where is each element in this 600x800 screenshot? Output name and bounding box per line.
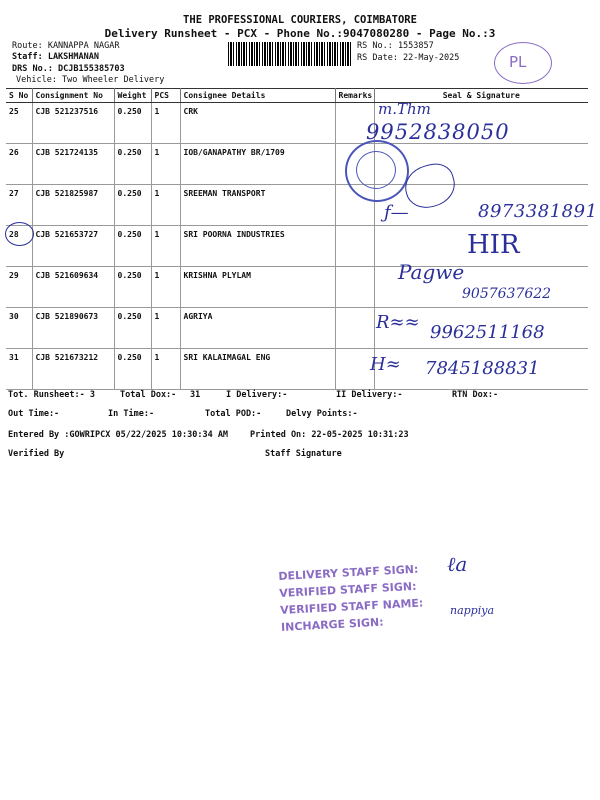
rtn-dox: RTN Dox:- <box>452 390 499 400</box>
cell-pcs: 1 <box>151 267 180 308</box>
cell-consignee: CRK <box>180 103 335 144</box>
total-pod: Total POD:- <box>205 409 262 419</box>
cell-consignee: IOB/GANAPATHY BR/1709 <box>180 144 335 185</box>
verification-stamp <box>278 561 425 636</box>
cell-consignee: SREEMAN TRANSPORT <box>180 185 335 226</box>
cell-consignee: SRI KALAIMAGAL ENG <box>180 349 335 390</box>
cell-consignment: CJB 521890673 <box>32 308 114 349</box>
col-sno: S No <box>6 89 32 103</box>
seal-inner-ring <box>356 151 396 189</box>
rs-date: RS Date: 22-May-2025 <box>357 53 460 63</box>
in-time: In Time:- <box>108 409 155 419</box>
handwritten-phone-30: 9962511168 <box>430 322 545 343</box>
cell-sno: 27 <box>6 185 32 226</box>
cell-weight: 0.250 <box>114 103 151 144</box>
verified-by: Verified By <box>8 449 65 459</box>
total-dox-label: Total Dox:- <box>120 390 177 400</box>
col-consignment: Consignment No <box>32 89 114 103</box>
staff-label: Staff: LAKSHMANAN <box>12 52 99 62</box>
corner-circle-mark <box>494 42 552 84</box>
cell-pcs: 1 <box>151 144 180 185</box>
handwritten-name-25: m.Thm <box>378 100 431 118</box>
cell-sno: 30 <box>6 308 32 349</box>
printed-on: Printed On: 22-05-2025 10:31:23 <box>250 430 409 440</box>
col-pcs: PCS <box>151 89 180 103</box>
cell-pcs: 1 <box>151 185 180 226</box>
stamp-line-3: VERIFIED STAFF NAME: <box>279 596 424 617</box>
delvy-points: Delvy Points:- <box>286 409 358 419</box>
handwritten-mark-31: H≈ <box>370 354 401 375</box>
cell-remarks <box>335 226 374 267</box>
cell-consignment: CJB 521825987 <box>32 185 114 226</box>
cell-pcs: 1 <box>151 308 180 349</box>
cell-consignment: CJB 521724135 <box>32 144 114 185</box>
table-header-row <box>6 89 588 103</box>
table-row <box>6 144 588 185</box>
col-seal: Seal & Signature <box>374 89 588 103</box>
cell-sno: 29 <box>6 267 32 308</box>
cell-weight: 0.250 <box>114 226 151 267</box>
cell-weight: 0.250 <box>114 267 151 308</box>
handwritten-phone-29: 9057637622 <box>462 286 552 302</box>
cell-consignee: AGRIYA <box>180 308 335 349</box>
total-dox-value: 31 <box>190 390 201 400</box>
cell-weight: 0.250 <box>114 349 151 390</box>
cell-consignee: SRI POORNA INDUSTRIES <box>180 226 335 267</box>
stamp-signature-mark: ℓa <box>447 552 468 576</box>
rs-number: RS No.: 1553857 <box>357 41 434 51</box>
handwritten-phone-27: 8973381891 <box>478 201 598 222</box>
cell-remarks <box>335 308 374 349</box>
route-label: Route: KANNAPPA NAGAR <box>12 41 120 51</box>
company-name: THE PROFESSIONAL COURIERS, COIMBATORE <box>183 14 417 26</box>
out-time: Out Time:- <box>8 409 60 419</box>
staff-signature: Staff Signature <box>265 449 342 459</box>
handwritten-phone-25: 9952838050 <box>366 120 510 144</box>
cell-consignment: CJB 521237516 <box>32 103 114 144</box>
handwritten-mark-27: ƒ— <box>384 202 409 223</box>
corner-mark-text: PL <box>509 53 527 71</box>
stamp-line-1: DELIVERY STAFF SIGN: <box>278 562 419 583</box>
cell-consignment: CJB 521653727 <box>32 226 114 267</box>
col-weight: Weight <box>114 89 151 103</box>
cell-sno: 31 <box>6 349 32 390</box>
handwritten-mark-30: R≈≈ <box>376 312 420 333</box>
cell-consignee: KRISHNA PLYLAM <box>180 267 335 308</box>
runsheet-title: Delivery Runsheet - PCX - Phone No.:9047080280 - Page No.:3 <box>104 27 496 40</box>
col-remarks: Remarks <box>335 89 374 103</box>
cell-remarks <box>335 267 374 308</box>
barcode <box>228 42 351 66</box>
handwritten-note-28: HIR <box>467 230 520 260</box>
cell-weight: 0.250 <box>114 185 151 226</box>
stamp-handwritten-name: nappiya <box>450 604 495 617</box>
circled-row-28 <box>5 222 34 246</box>
stamp-line-2: VERIFIED STAFF SIGN: <box>278 579 417 600</box>
handwritten-name-29: Pagwe <box>398 260 465 284</box>
col-consignee: Consignee Details <box>180 89 335 103</box>
cell-pcs: 1 <box>151 226 180 267</box>
bank-seal-stamp <box>345 140 409 202</box>
vehicle-label: Vehicle: Two Wheeler Delivery <box>16 75 165 85</box>
cell-sno: 28 <box>6 226 32 267</box>
ii-delivery: II Delivery:- <box>336 390 403 400</box>
entered-by: Entered By :GOWRIPCX 05/22/2025 10:30:34 AM <box>8 430 229 440</box>
cell-consignment: CJB 521609634 <box>32 267 114 308</box>
tot-runsheet: Tot. Runsheet:- 3 <box>8 390 95 400</box>
cell-remarks <box>335 349 374 390</box>
cell-sno: 25 <box>6 103 32 144</box>
cell-consignment: CJB 521673212 <box>32 349 114 390</box>
drs-number: DRS No.: DCJB155385703 <box>12 64 125 74</box>
stamp-line-4: INCHARGE SIGN: <box>280 615 384 634</box>
cell-sno: 26 <box>6 144 32 185</box>
i-delivery: I Delivery:- <box>226 390 288 400</box>
handwritten-phone-31: 7845188831 <box>425 358 540 379</box>
cell-pcs: 1 <box>151 103 180 144</box>
cell-weight: 0.250 <box>114 144 151 185</box>
cell-pcs: 1 <box>151 349 180 390</box>
cell-weight: 0.250 <box>114 308 151 349</box>
